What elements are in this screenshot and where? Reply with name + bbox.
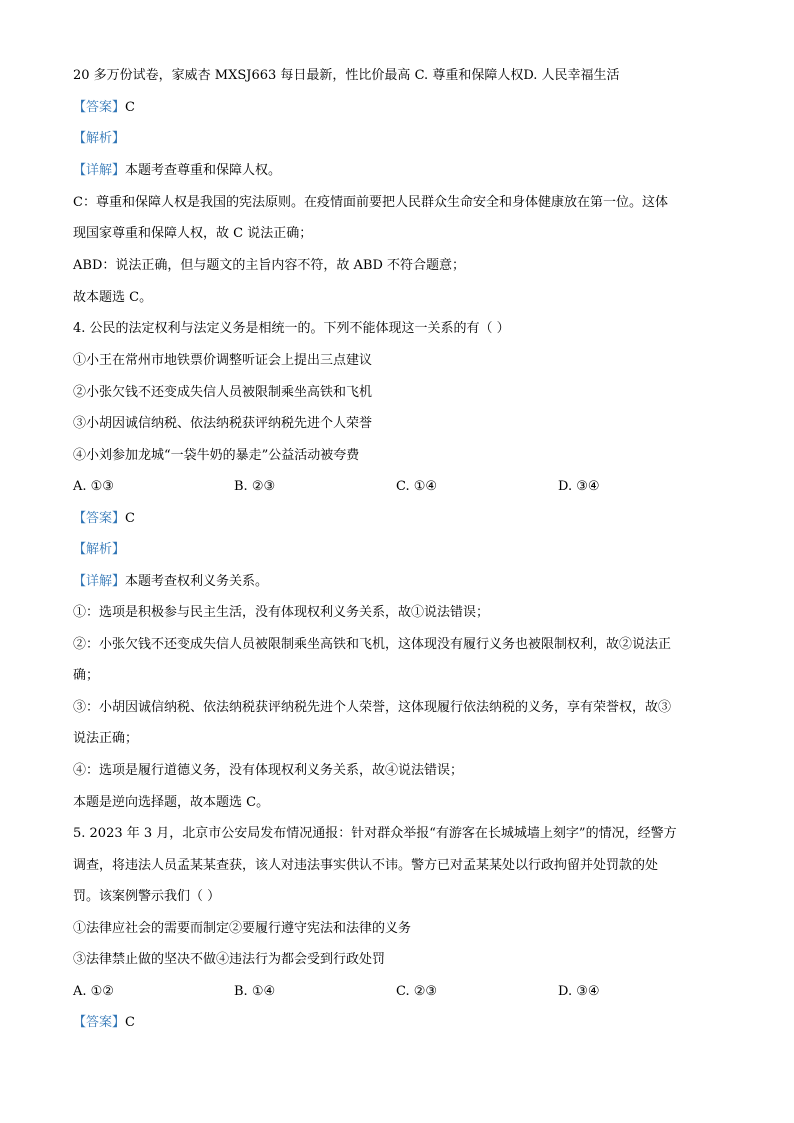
text-line: 20 多万份试卷，家威杏 MXSJ663 每日最新，性比价最高 C. 尊重和保障人权D. 人民幸福生活 — [73, 68, 620, 83]
answer-tag: 【答案】 — [73, 511, 126, 526]
question-5-stem: 5. 2023 年 3 月，北京市公安局发布情况通报：针对群众举报“有游客在长城城墙上刻字”的情况，经警方 — [73, 826, 677, 841]
text-line: ④：选项是履行道德义务，没有体现权利义务关系，故④说法错误； — [73, 763, 464, 778]
statement-line: ②小张欠钱不还变成失信人员被限制乘坐高铁和飞机 — [73, 385, 373, 400]
text-line: 故本题选 C。 — [73, 290, 153, 305]
answer-tag: 【答案】 — [73, 1015, 126, 1030]
detail-tag: 【详解】 — [73, 163, 126, 178]
text-line: 调查，将违法人员孟某某查获，该人对违法事实供认不讳。警方已对孟某某处以行政拘留并处罚款的处 — [73, 858, 659, 873]
analysis-tag: 【解析】 — [73, 542, 126, 557]
analysis-line — [73, 542, 734, 558]
option-d: D. ③④ — [558, 984, 600, 999]
analysis-tag: 【解析】 — [73, 131, 126, 146]
detail-tag: 【详解】 — [73, 574, 126, 589]
analysis-line — [73, 131, 734, 147]
option-b: B. ②③ — [234, 479, 276, 494]
statement-line: ①小王在常州市地铁票价调整听证会上提出三点建议 — [73, 353, 373, 368]
text-line: 本题是逆向选择题，故本题选 C。 — [73, 795, 270, 810]
text-line: 现国家尊重和保障人权，故 C 说法正确； — [73, 226, 313, 241]
text-line: ①：选项是积极参与民主生活，没有体现权利义务关系，故①说法错误； — [73, 605, 490, 620]
option-a: A. ①② — [73, 984, 114, 999]
answer-tag: 【答案】 — [73, 100, 126, 115]
statement-line: ③小胡因诚信纳税、依法纳税获评纳税先进个人荣誉 — [73, 416, 373, 431]
text-line: ③：小胡因诚信纳税、依法纳税获评纳税先进个人荣誉，这体现履行依法纳税的义务，享有荣誉权，故③ — [73, 700, 672, 715]
statement-line: ①法律应社会的需要而制定②要履行遵守宪法和法律的义务 — [73, 921, 412, 936]
text-line: C：尊重和保障人权是我国的宪法原则。在疫情面前要把人民群众生命安全和身体健康放在第一位。这体 — [73, 195, 668, 210]
text-line: 罚。该案例警示我们（ ） — [73, 889, 221, 904]
answer-line: 【答案】C — [73, 100, 135, 115]
answer-line: 【答案】C — [73, 1015, 135, 1030]
option-a: A. ①③ — [73, 479, 114, 494]
text-line: ②：小张欠钱不还变成失信人员被限制乘坐高铁和飞机，这体现没有履行义务也被限制权利，故②说法正 — [73, 637, 672, 652]
option-c: C. ②③ — [396, 984, 438, 999]
option-d: D. ③④ — [558, 479, 600, 494]
statement-line: ④小刘参加龙城“一袋牛奶的暴走”公益活动被夸费 — [73, 448, 360, 463]
text-line: ABD：说法正确，但与题文的主旨内容不符，故 ABD 不符合题意； — [73, 258, 465, 273]
question-4-stem: 4. 公民的法定权利与法定义务是相统一的。下列不能体现这一关系的有（ ） — [73, 321, 510, 336]
option-c: C. ①④ — [396, 479, 438, 494]
option-b: B. ①④ — [234, 984, 276, 999]
detail-line: 【详解】本题考查尊重和保障人权。 — [73, 163, 282, 178]
detail-line: 【详解】本题考查权利义务关系。 — [73, 574, 269, 589]
text-line: 确； — [73, 668, 100, 683]
answer-line: 【答案】C — [73, 511, 135, 526]
text-line: 说法正确； — [73, 731, 139, 746]
statement-line: ③法律禁止做的坚决不做④违法行为都会受到行政处罚 — [73, 952, 386, 967]
